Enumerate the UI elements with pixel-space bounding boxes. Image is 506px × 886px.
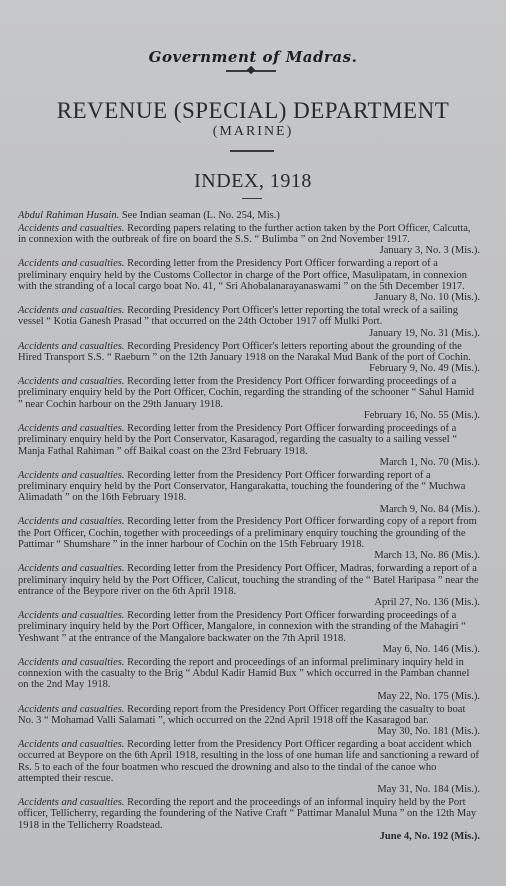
subdepartment-title: (MARINE) bbox=[212, 124, 294, 139]
entry-reference: May 31, No. 184 (Mis.). bbox=[377, 784, 480, 796]
index-entry bbox=[18, 563, 480, 608]
entry-heading: Accidents and casualties. bbox=[18, 258, 125, 270]
entry-heading: Accidents and casualties. bbox=[18, 376, 125, 388]
index-entry bbox=[18, 610, 480, 655]
department-title: REVENUE (SPECIAL) DEPARTMENT bbox=[56, 98, 450, 123]
index-entry bbox=[18, 376, 480, 421]
index-entry bbox=[18, 704, 480, 738]
entry-reference: January 3, No. 3 (Mis.). bbox=[379, 245, 480, 257]
index-title: INDEX, 1918 bbox=[194, 170, 312, 192]
entry-heading: Accidents and casualties. bbox=[18, 563, 125, 575]
index-entry bbox=[18, 516, 480, 561]
entry-heading: Accidents and casualties. bbox=[18, 340, 125, 352]
entry-reference: January 8, No. 10 (Mis.). bbox=[374, 292, 480, 304]
entry-reference: March 13, No. 86 (Mis.). bbox=[374, 550, 480, 562]
entry-heading: Abdul Rahiman Husain. bbox=[18, 210, 120, 221]
entry-text: See Indian seaman (L. No. 254, Mis.) bbox=[119, 210, 280, 221]
entry-reference: June 4, No. 192 (Mis.). bbox=[379, 831, 480, 843]
entry-text: Recording letter from the Presidency Port Officer forwarding proceedings of a preliminary inquiry held by the Port Officer, Mangalore, in connexion with the stranding of the Mahagiri “ Yeshwant ” at the entrance of the Mangalore backwater on the 7th April 1918. bbox=[18, 610, 466, 644]
entry-text: Recording letter from the Presidency Port Officer forwarding copy of a report from the Port Officer, Cochin, together with proceedings of a preliminary enquiry touching the grounding of the Pattimar “ Shumshare ” in the inner harbour of Cochin on the 15th February 1918. bbox=[18, 516, 477, 551]
entry-reference: May 30, No. 181 (Mis.). bbox=[377, 726, 480, 738]
entry-heading: Accidents and casualties. bbox=[18, 610, 125, 622]
entry-text: Recording letter from the Presidency Port Officer, Madras, forwarding a report of a preliminary inquiry held by the Port Officer, Calicut, touching the stranding of the “ Batel Haripasa ” near the entrance of the Beypore river on the 6th April 1918. bbox=[18, 563, 479, 597]
entry-reference: April 27, No. 136 (Mis.). bbox=[374, 597, 480, 609]
index-entry bbox=[18, 223, 480, 257]
index-entry bbox=[18, 423, 480, 468]
entry-text: Recording report from the Presidency Port Officer regarding the casualty to boat No. 3 “ Mohamad Valli Salamati ”, which occurred on the 22nd April 1918 off the Kasaragod bar. bbox=[18, 703, 466, 726]
index-entries bbox=[18, 210, 480, 844]
government-heading: Government of Madras. bbox=[148, 48, 358, 66]
ornament-diamond bbox=[247, 66, 255, 74]
entry-heading: Accidents and casualties. bbox=[18, 797, 125, 809]
entry-reference: March 9, No. 84 (Mis.). bbox=[379, 503, 480, 515]
index-entry bbox=[18, 797, 480, 842]
entry-heading: Accidents and casualties. bbox=[18, 516, 125, 528]
entry-heading: Accidents and casualties. bbox=[18, 656, 125, 668]
index-entry bbox=[18, 657, 480, 702]
index-entry bbox=[18, 739, 480, 795]
entry-text: Recording Presidency Port Officer's letters reporting about the grounding of the Hired Transport S.S. “ Raeburn ” on the 12th January 1918 on the Narakal Mud Bank of the port of Cochin. bbox=[18, 340, 471, 363]
entry-reference: March 1, No. 70 (Mis.). bbox=[379, 456, 480, 468]
entry-reference: February 9, No. 49 (Mis.). bbox=[369, 363, 480, 375]
entry-heading: Accidents and casualties. bbox=[18, 222, 125, 234]
entry-text: Recording the report and the proceedings of an informal inquiry held by the Port officer, Tellicherry, regarding the foundering of the Native Craft “ Pattimar Manalul Muna ” on the 12th May 1918 in the Tellicherry Roadstead. bbox=[18, 797, 477, 831]
index-entry bbox=[18, 470, 480, 515]
entry-reference: May 6, No. 146 (Mis.). bbox=[382, 643, 480, 655]
entry-heading: Accidents and casualties. bbox=[18, 469, 125, 481]
divider-rule bbox=[230, 150, 274, 152]
index-entry bbox=[18, 210, 480, 221]
entry-text: Recording letter from the Presidency Port Officer forwarding proceedings of a preliminary enquiry held by the Port Conservator, Kasaragod, regarding the casualty to a sailing vessel “ Manja Fathal Rahiman ” off Baikal coast on the 23rd February 1918. bbox=[18, 422, 457, 457]
entry-reference: January 19, No. 31 (Mis.). bbox=[369, 327, 480, 339]
entry-text: Recording letter from the Presidency Port Officer regarding a boat accident which occurred at Beypore on the 6th April 1918, resulting in the loss of one human life and sanctioning a reward of Rs. 5 to each of the four boatmen who rescued the drowning and also to the tindal of the canoe who attempted their rescue. bbox=[18, 739, 480, 784]
entry-reference: May 22, No. 175 (Mis.). bbox=[377, 690, 480, 702]
index-entry bbox=[18, 341, 480, 375]
entry-text: Recording letter from the Presidency Port Officer forwarding proceedings of a preliminary enquiry held by the Port Officer, Cochin, regarding the stranding of the schooner “ Sahul Hamid ” near Cochin harbour on the 29th January 1918. bbox=[18, 376, 475, 410]
index-entry bbox=[18, 258, 480, 303]
entry-text: Recording letter from the Presidency Port Officer forwarding report of a preliminary enquiry held by the Port Conservator, Hangarakatta, touching the foundering of the “ Muchwa Alimadath ” on the 16th February 1918. bbox=[18, 469, 466, 504]
entry-heading: Accidents and casualties. bbox=[18, 422, 125, 434]
divider-rule-small bbox=[242, 198, 262, 199]
entry-text: Recording Presidency Port Officer's letter reporting the total wreck of a sailing vessel “ Kotia Ganesh Prasad ” that occurred on the 24th October 1917 off Mulki Port. bbox=[18, 305, 458, 328]
entry-heading: Accidents and casualties. bbox=[18, 305, 125, 317]
entry-text: Recording papers relating to the further action taken by the Port Officer, Calcutta, in connexion with the outbreak of fire on board the S.S. “ Bulimba ” on 2nd November 1917. bbox=[18, 222, 471, 246]
entry-heading: Accidents and casualties. bbox=[18, 739, 125, 751]
entry-text: Recording the report and proceedings of an informal preliminary inquiry held in connexion with the casualty to the Brig “ Abdul Kadir Hamid Bux ” which occurred in the Pamban channel on the 2nd May 1918. bbox=[18, 656, 470, 691]
entry-reference: February 16, No. 55 (Mis.). bbox=[363, 410, 480, 422]
entry-text: Recording letter from the Presidency Port Officer forwarding a report of a preliminary enquiry held by the Customs Collector in charge of the Port office, Masulipatam, in connexion with the stranding of a local cargo boat No. 41, “ Sri Ahobalanarayanaswami ” on the 5th December 1917. bbox=[18, 258, 467, 292]
entry-heading: Accidents and casualties. bbox=[18, 703, 125, 715]
index-entry bbox=[18, 305, 480, 339]
